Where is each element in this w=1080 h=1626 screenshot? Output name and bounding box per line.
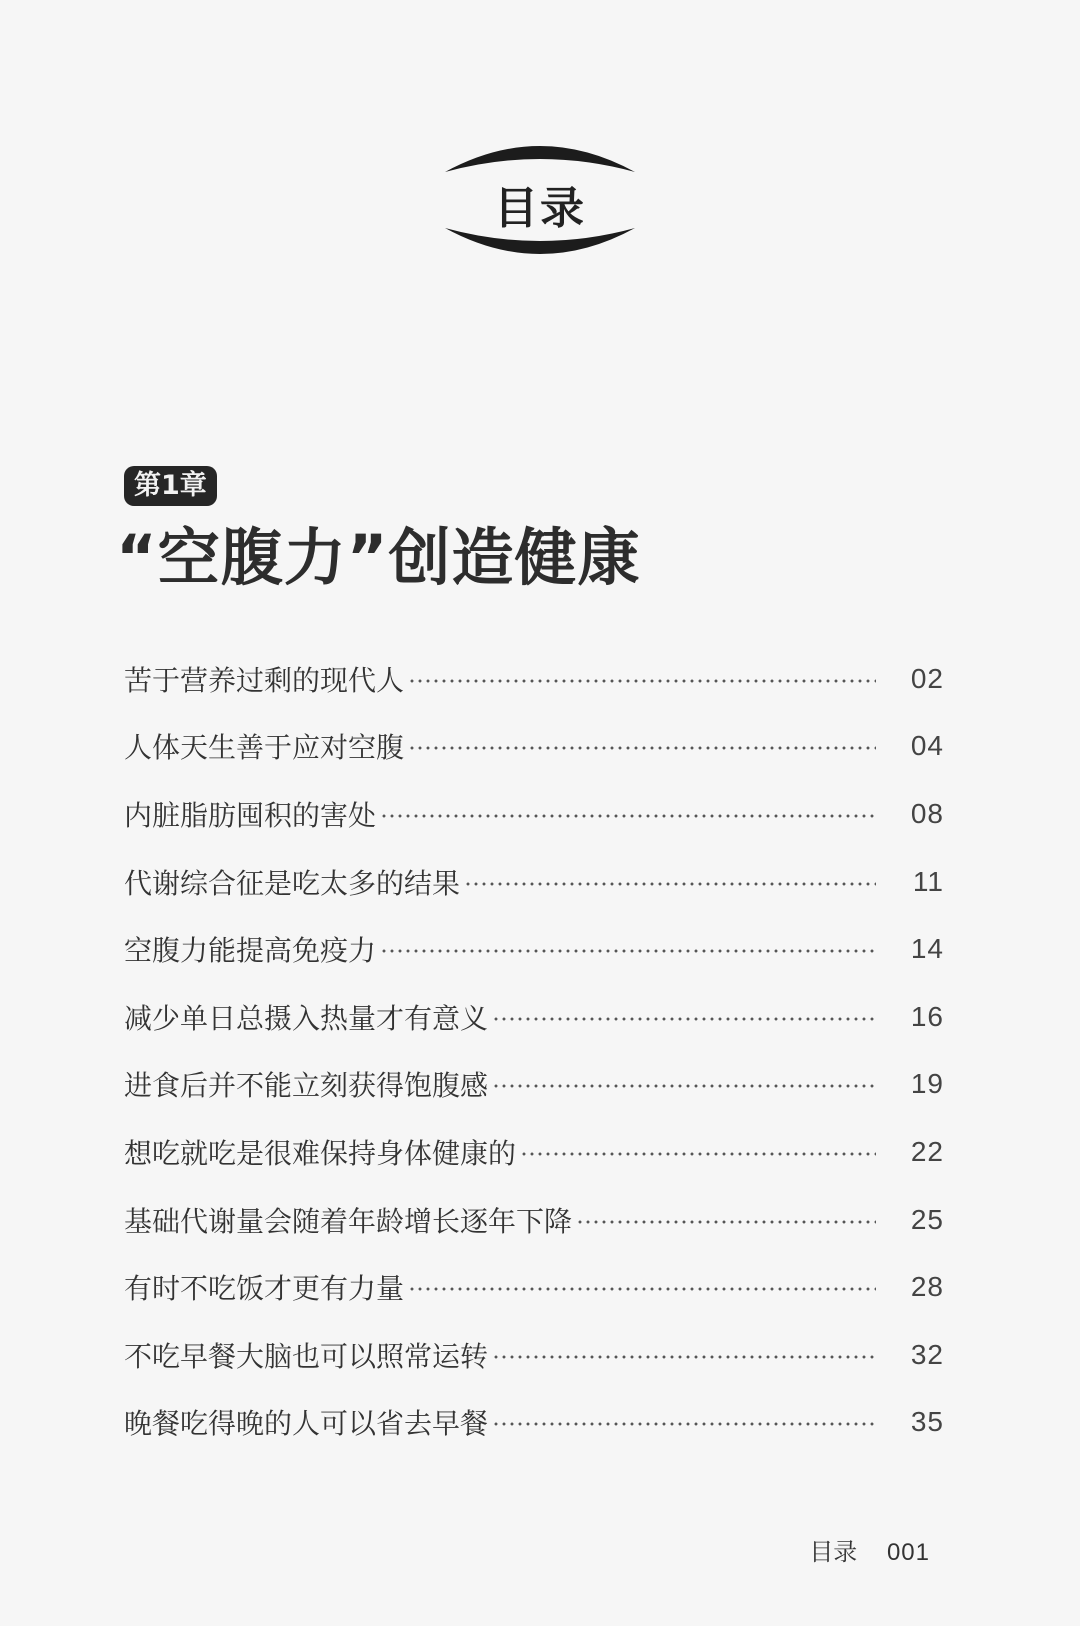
toc-entry-page: 11 bbox=[912, 865, 944, 897]
dot-leader bbox=[492, 1084, 876, 1088]
toc-entry[interactable] bbox=[124, 645, 944, 713]
dot-leader bbox=[492, 1422, 876, 1426]
chapter-title: “空腹力”创造健康 bbox=[116, 521, 641, 594]
toc-entry[interactable] bbox=[124, 983, 944, 1051]
toc-entry-page: 22 bbox=[910, 1135, 944, 1167]
toc-entry-page: 08 bbox=[910, 797, 944, 829]
toc-entry-title: 空腹力能提高免疫力 bbox=[124, 934, 377, 968]
page-title: 目录 bbox=[494, 183, 586, 234]
toc-entry-title: 减少单日总摄入热量才有意义 bbox=[124, 1001, 489, 1035]
dot-leader bbox=[576, 1220, 876, 1224]
dot-leader bbox=[492, 1355, 876, 1359]
footer-section-label: 目录 bbox=[809, 1538, 858, 1566]
toc-entry-page: 02 bbox=[910, 662, 944, 694]
dot-leader bbox=[408, 679, 876, 683]
toc-entry-page: 19 bbox=[910, 1068, 944, 1100]
dot-leader bbox=[492, 1017, 876, 1021]
dot-leader bbox=[380, 814, 876, 818]
footer-page-number: 001 bbox=[886, 1539, 930, 1566]
toc-entry-title: 人体天生善于应对空腹 bbox=[124, 731, 405, 765]
toc-entry-title: 内脏脂肪囤积的害处 bbox=[124, 798, 377, 832]
toc-entry-title: 基础代谢量会随着年龄增长逐年下降 bbox=[124, 1204, 573, 1238]
dot-leader bbox=[380, 949, 876, 953]
dot-leader bbox=[464, 882, 876, 886]
toc-entry[interactable] bbox=[124, 1321, 944, 1389]
toc-entry-title: 苦于营养过剩的现代人 bbox=[124, 663, 405, 697]
toc-entry-page: 28 bbox=[910, 1271, 944, 1303]
toc-entry-title: 有时不吃饭才更有力量 bbox=[124, 1272, 405, 1306]
toc-entry[interactable] bbox=[124, 780, 944, 848]
dot-leader bbox=[408, 1287, 876, 1291]
toc-entry[interactable] bbox=[124, 1253, 944, 1321]
toc-entry[interactable] bbox=[124, 1389, 944, 1457]
toc-entry-page: 04 bbox=[910, 730, 944, 762]
dot-leader bbox=[520, 1152, 876, 1156]
dot-leader bbox=[408, 746, 876, 750]
toc-entry[interactable] bbox=[124, 848, 944, 916]
toc-entry-page: 35 bbox=[910, 1406, 944, 1438]
table-of-contents bbox=[124, 645, 944, 1456]
chapter-badge: 第1章 bbox=[124, 466, 217, 506]
toc-entry-title: 进食后并不能立刻获得饱腹感 bbox=[124, 1069, 489, 1103]
toc-entry-title: 不吃早餐大脑也可以照常运转 bbox=[124, 1339, 489, 1373]
toc-entry-title: 晚餐吃得晚的人可以省去早餐 bbox=[124, 1407, 489, 1441]
page-footer bbox=[809, 1532, 930, 1567]
toc-entry-page: 25 bbox=[910, 1203, 944, 1235]
toc-entry[interactable] bbox=[124, 915, 944, 983]
toc-entry-page: 14 bbox=[910, 933, 944, 965]
toc-entry[interactable] bbox=[124, 1118, 944, 1186]
toc-entry-page: 16 bbox=[910, 1000, 944, 1032]
toc-entry-title: 想吃就吃是很难保持身体健康的 bbox=[124, 1136, 517, 1170]
toc-entry-title: 代谢综合征是吃太多的结果 bbox=[124, 866, 461, 900]
toc-entry[interactable] bbox=[124, 713, 944, 781]
toc-entry-page: 32 bbox=[910, 1338, 944, 1370]
toc-header-emblem bbox=[430, 130, 650, 270]
toc-entry[interactable] bbox=[124, 1186, 944, 1254]
toc-entry[interactable] bbox=[124, 1051, 944, 1119]
